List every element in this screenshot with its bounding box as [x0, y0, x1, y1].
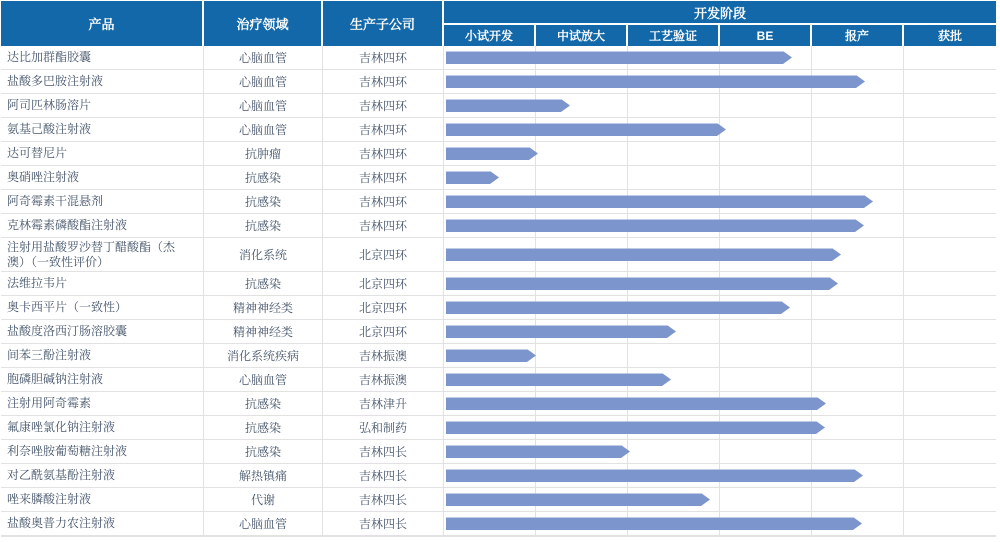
company-cell: 弘和制药: [323, 416, 444, 439]
stage-track: [444, 70, 996, 93]
stage-track: [444, 512, 996, 535]
product-cell: 阿司匹林肠溶片: [1, 94, 204, 117]
table-row: [1, 392, 996, 416]
progress-bar: [446, 147, 538, 160]
table-row: [1, 70, 996, 94]
therapy-area-cell: 心脑血管: [204, 368, 323, 391]
progress-bar: [446, 75, 865, 88]
product-cell: 氟康唑氯化钠注射液: [1, 416, 204, 439]
therapy-area-cell: 心脑血管: [204, 94, 323, 117]
therapy-area-cell: 心脑血管: [204, 46, 323, 69]
table-header: [1, 1, 996, 46]
product-cell: 克林霉素磷酸酯注射液: [1, 214, 204, 237]
table-row: [1, 512, 996, 536]
therapy-area-cell: 抗感染: [204, 440, 323, 463]
stage-track: [444, 320, 996, 343]
stage-track: [444, 190, 996, 213]
table-row: [1, 488, 996, 512]
table-body: [1, 46, 996, 536]
therapy-area-cell: 抗感染: [204, 272, 323, 295]
table-row: [1, 118, 996, 142]
progress-bar: [446, 445, 630, 458]
therapy-area-cell: 代谢: [204, 488, 323, 511]
stage-track: [444, 94, 996, 117]
company-cell: 吉林四环: [323, 214, 444, 237]
stage-track: [444, 416, 996, 439]
product-cell: 氨基己酸注射液: [1, 118, 204, 141]
header-stage-6: 获批: [904, 25, 996, 46]
product-cell: 奥硝唑注射液: [1, 166, 204, 189]
table-row: [1, 416, 996, 440]
table-row: [1, 344, 996, 368]
progress-bar: [446, 397, 826, 410]
progress-bar: [446, 421, 825, 434]
header-stage-2: 中试放大: [536, 25, 628, 46]
progress-bar: [446, 517, 862, 530]
therapy-area-cell: 精神神经类: [204, 296, 323, 319]
table-row: [1, 46, 996, 70]
table-row: [1, 296, 996, 320]
header-stage-5: 报产: [812, 25, 904, 46]
stage-track: [444, 488, 996, 511]
header-stage-row: [444, 25, 996, 46]
header-dev-phase: 开发阶段: [444, 1, 996, 25]
progress-bar: [446, 51, 792, 64]
company-cell: 北京四环: [323, 238, 444, 271]
company-cell: 北京四环: [323, 296, 444, 319]
table-row: [1, 464, 996, 488]
therapy-area-cell: 抗感染: [204, 416, 323, 439]
stage-gridlines: [444, 166, 996, 189]
product-cell: 间苯三酚注射液: [1, 344, 204, 367]
therapy-area-cell: 抗感染: [204, 392, 323, 415]
progress-bar: [446, 373, 671, 386]
table-row: [1, 214, 996, 238]
company-cell: 吉林四环: [323, 46, 444, 69]
table-row: [1, 166, 996, 190]
company-cell: 吉林四环: [323, 142, 444, 165]
stage-track: [444, 440, 996, 463]
company-cell: 吉林四环: [323, 94, 444, 117]
table-row: [1, 272, 996, 296]
company-cell: 吉林四环: [323, 190, 444, 213]
header-stage-4: BE: [720, 25, 812, 46]
progress-bar: [446, 248, 841, 261]
company-cell: 吉林四环: [323, 70, 444, 93]
therapy-area-cell: 心脑血管: [204, 118, 323, 141]
product-cell: 盐酸奥普力农注射液: [1, 512, 204, 535]
stage-track: [444, 392, 996, 415]
table-row: [1, 440, 996, 464]
stage-track: [444, 46, 996, 69]
progress-bar: [446, 123, 726, 136]
stage-track: [444, 142, 996, 165]
product-cell: 利奈唑胺葡萄糖注射液: [1, 440, 204, 463]
progress-bar: [446, 493, 710, 506]
product-cell: 达可替尼片: [1, 142, 204, 165]
table-row: [1, 142, 996, 166]
product-cell: 注射用盐酸罗沙替丁醋酸酯（杰澳）（一致性评价）: [1, 238, 204, 271]
company-cell: 吉林四环: [323, 118, 444, 141]
company-cell: 吉林津升: [323, 392, 444, 415]
therapy-area-cell: 精神神经类: [204, 320, 323, 343]
therapy-area-cell: 心脑血管: [204, 70, 323, 93]
therapy-area-cell: 抗感染: [204, 214, 323, 237]
company-cell: 北京四环: [323, 272, 444, 295]
product-cell: 法维拉韦片: [1, 272, 204, 295]
product-cell: 盐酸多巴胺注射液: [1, 70, 204, 93]
company-cell: 吉林振澳: [323, 368, 444, 391]
progress-bar: [446, 301, 790, 314]
stage-track: [444, 368, 996, 391]
progress-bar: [446, 349, 536, 362]
company-cell: 吉林四长: [323, 440, 444, 463]
company-cell: 吉林振澳: [323, 344, 444, 367]
stage-track: [444, 344, 996, 367]
progress-bar: [446, 469, 863, 482]
progress-bar: [446, 171, 499, 184]
product-cell: 对乙酰氨基酚注射液: [1, 464, 204, 487]
table-row: [1, 190, 996, 214]
therapy-area-cell: 消化系统: [204, 238, 323, 271]
product-cell: 胞磷胆碱钠注射液: [1, 368, 204, 391]
product-cell: 唑来膦酸注射液: [1, 488, 204, 511]
company-cell: 吉林四长: [323, 464, 444, 487]
header-stage-3: 工艺验证: [628, 25, 720, 46]
therapy-area-cell: 解热镇痛: [204, 464, 323, 487]
header-company: 生产子公司: [323, 1, 444, 46]
company-cell: 吉林四长: [323, 488, 444, 511]
therapy-area-cell: 抗感染: [204, 190, 323, 213]
product-cell: 达比加群酯胶囊: [1, 46, 204, 69]
company-cell: 吉林四长: [323, 512, 444, 535]
stage-track: [444, 118, 996, 141]
header-dev-phase-group: [444, 1, 996, 46]
pipeline-table: [1, 1, 996, 537]
stage-track: [444, 296, 996, 319]
progress-bar: [446, 99, 570, 112]
table-row: [1, 238, 996, 272]
stage-track: [444, 214, 996, 237]
product-cell: 注射用阿奇霉素: [1, 392, 204, 415]
table-row: [1, 94, 996, 118]
header-therapy-area: 治疗领域: [204, 1, 323, 46]
progress-bar: [446, 219, 864, 232]
stage-track: [444, 166, 996, 189]
stage-track: [444, 238, 996, 271]
therapy-area-cell: 抗感染: [204, 166, 323, 189]
product-cell: 盐酸度洛西汀肠溶胶囊: [1, 320, 204, 343]
header-product: 产品: [1, 1, 204, 46]
progress-bar: [446, 195, 873, 208]
therapy-area-cell: 抗肿瘤: [204, 142, 323, 165]
company-cell: 北京四环: [323, 320, 444, 343]
company-cell: 吉林四环: [323, 166, 444, 189]
header-stage-1: 小试开发: [444, 25, 536, 46]
table-row: [1, 320, 996, 344]
stage-track: [444, 464, 996, 487]
progress-bar: [446, 325, 676, 338]
progress-bar: [446, 277, 838, 290]
product-cell: 奥卡西平片（一致性）: [1, 296, 204, 319]
stage-track: [444, 272, 996, 295]
therapy-area-cell: 消化系统疾病: [204, 344, 323, 367]
table-row: [1, 368, 996, 392]
therapy-area-cell: 心脑血管: [204, 512, 323, 535]
product-cell: 阿奇霉素干混悬剂: [1, 190, 204, 213]
